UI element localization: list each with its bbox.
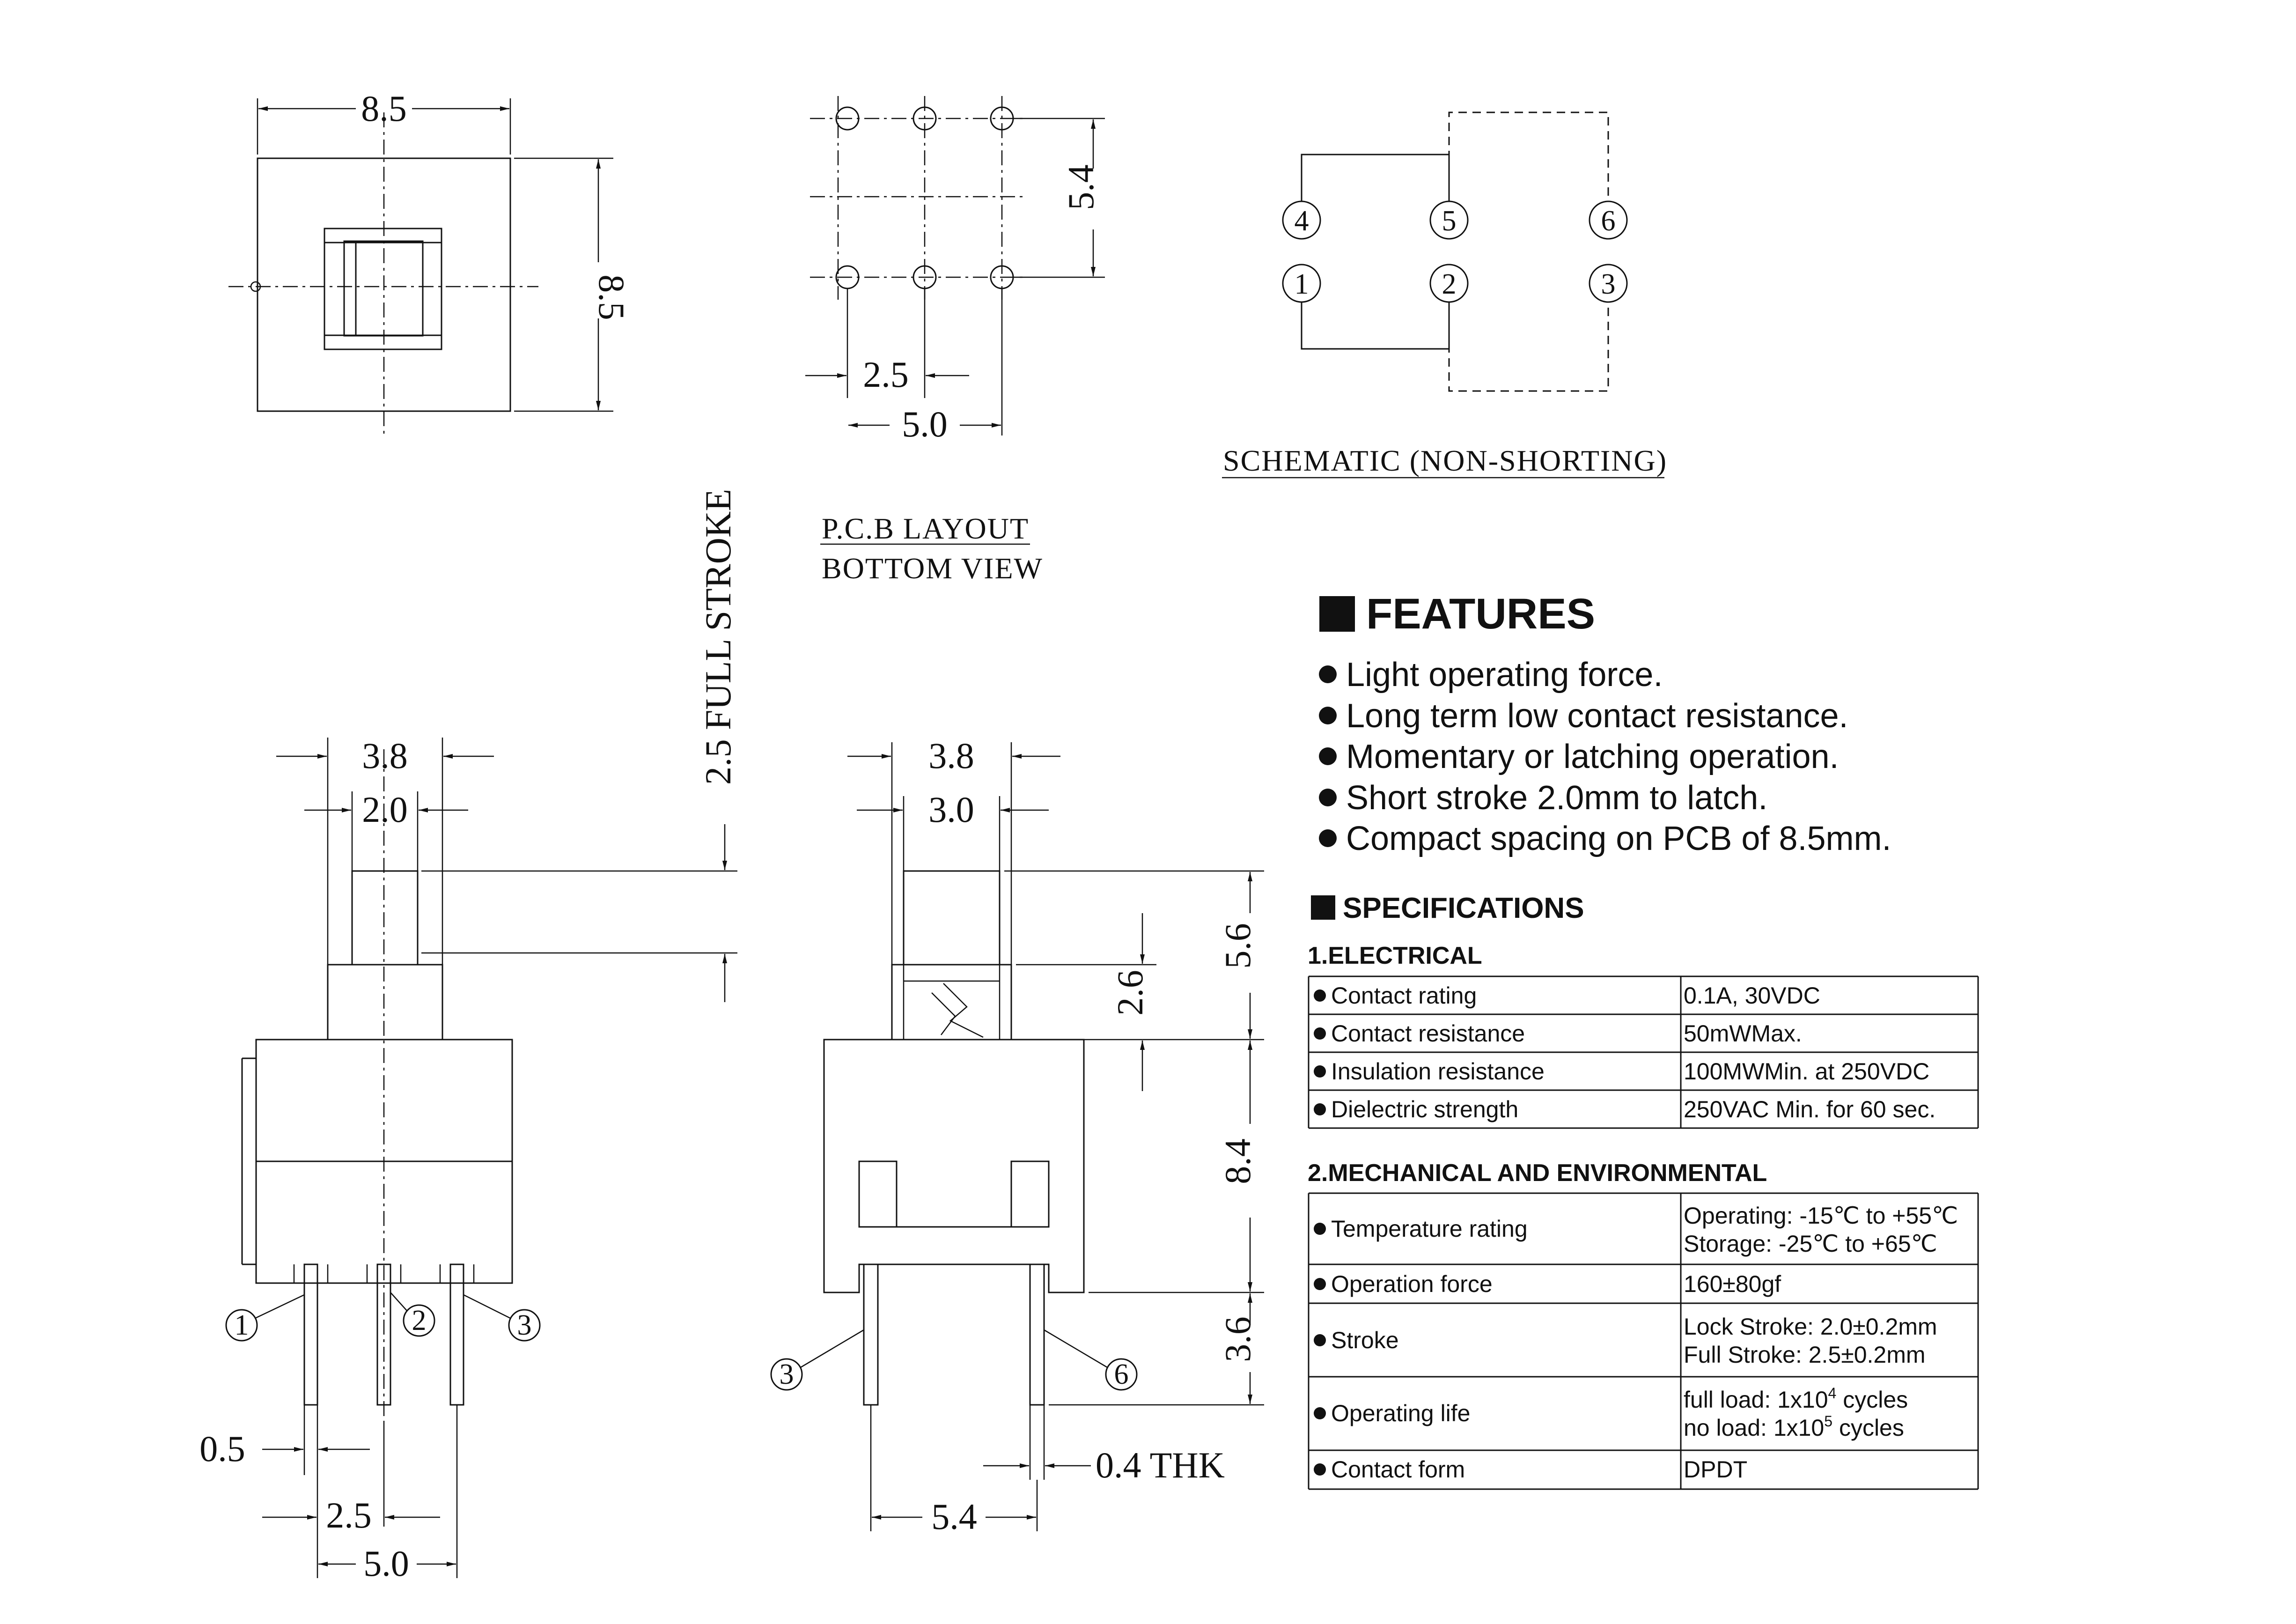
features-square-icon bbox=[1319, 596, 1355, 632]
spec-label: Operating life bbox=[1331, 1400, 1471, 1426]
feature-item: Long term low contact resistance. bbox=[1346, 697, 1848, 735]
feature-item: Light operating force. bbox=[1346, 656, 1663, 694]
schematic bbox=[1222, 112, 1667, 478]
spec-label: Contact resistance bbox=[1331, 1020, 1525, 1047]
spec-value: full load: $1x10^4$ cycles bbox=[1684, 1385, 1908, 1413]
side-pin-3: 3 bbox=[779, 1358, 794, 1390]
top-height-dim: 8.5 bbox=[591, 274, 632, 320]
bullet-icon bbox=[1314, 1103, 1326, 1115]
bullet-icon bbox=[1319, 747, 1337, 765]
feature-item: Compact spacing on PCB of 8.5mm. bbox=[1346, 820, 1891, 857]
schematic-caption: SCHEMATIC (NON-SHORTING) bbox=[1223, 444, 1668, 477]
spec-label: Insulation resistance bbox=[1331, 1058, 1545, 1085]
electrical-heading: 1.ELECTRICAL bbox=[1308, 942, 1482, 969]
side-2-6-dim: 2.6 bbox=[1110, 970, 1150, 1016]
features-section bbox=[1319, 590, 1891, 857]
bullet-icon bbox=[1319, 707, 1337, 724]
schematic-pin-2: 2 bbox=[1442, 268, 1457, 300]
schematic-pin-1: 1 bbox=[1294, 268, 1309, 300]
spec-label: Stroke bbox=[1331, 1327, 1399, 1353]
mechanical-table bbox=[1309, 1193, 1978, 1489]
side-3-6-dim: 3.6 bbox=[1217, 1316, 1258, 1362]
spec-value: DPDT bbox=[1684, 1456, 1748, 1483]
spec-value: 0.1A, 30VDC bbox=[1684, 982, 1820, 1009]
front-pin-2: 2 bbox=[412, 1305, 427, 1336]
side-5-4-dim: 5.4 bbox=[931, 1496, 977, 1537]
spec-value: 50mWMax. bbox=[1684, 1020, 1802, 1047]
side-8-4-dim: 8.4 bbox=[1217, 1138, 1258, 1184]
pcb-layout bbox=[805, 96, 1105, 585]
specifications-section bbox=[1308, 892, 1978, 1489]
side-5-6-dim: 5.6 bbox=[1217, 923, 1258, 969]
spec-value: Storage: -25℃ to +65℃ bbox=[1684, 1231, 1937, 1257]
bullet-icon bbox=[1314, 1027, 1326, 1040]
bullet-icon bbox=[1314, 1065, 1326, 1078]
specifications-square-icon bbox=[1311, 895, 1335, 920]
front-pin-3: 3 bbox=[517, 1309, 532, 1341]
mechanical-heading: 2.MECHANICAL AND ENVIRONMENTAL bbox=[1308, 1159, 1767, 1187]
front-pin-1: 1 bbox=[234, 1309, 249, 1341]
front-pitch-dim: 2.5 bbox=[326, 1495, 372, 1535]
bullet-icon bbox=[1314, 1334, 1326, 1346]
schematic-pin-5: 5 bbox=[1442, 205, 1457, 237]
bullet-icon bbox=[1314, 1223, 1326, 1235]
spec-value: Full Stroke: 2.5±0.2mm bbox=[1684, 1342, 1926, 1368]
spec-value: 100MWMin. at 250VDC bbox=[1684, 1058, 1930, 1085]
spec-value: 250VAC Min. for 60 sec. bbox=[1684, 1096, 1936, 1122]
spec-value: no load: $1x10^5$ cycles bbox=[1684, 1413, 1904, 1441]
feature-item: Short stroke 2.0mm to latch. bbox=[1346, 779, 1768, 817]
spec-value: Lock Stroke: 2.0±0.2mm bbox=[1684, 1314, 1937, 1340]
feature-item: Momentary or latching operation. bbox=[1346, 738, 1839, 775]
spec-label: Contact rating bbox=[1331, 982, 1477, 1009]
bullet-icon bbox=[1319, 665, 1337, 683]
front-span-dim: 5.0 bbox=[363, 1543, 409, 1584]
side-plunger-dim: 3.0 bbox=[928, 789, 974, 830]
front-stroke-label: 2.5 FULL STROKE bbox=[698, 489, 738, 785]
spec-value: Operating: -15℃ to +55℃ bbox=[1684, 1203, 1958, 1229]
electrical-table bbox=[1309, 976, 1978, 1128]
spec-label: Contact form bbox=[1331, 1456, 1465, 1483]
side-top-dim: 3.8 bbox=[928, 735, 974, 776]
bullet-icon bbox=[1319, 829, 1337, 847]
features-title: FEATURES bbox=[1366, 590, 1595, 638]
front-view bbox=[199, 489, 738, 1584]
bullet-icon bbox=[1314, 989, 1326, 1002]
spec-label: Operation force bbox=[1331, 1271, 1493, 1297]
pcb-span-dim: 5.0 bbox=[902, 404, 948, 444]
pcb-caption-line2: BOTTOM VIEW bbox=[822, 552, 1043, 585]
spec-label: Temperature rating bbox=[1331, 1216, 1528, 1242]
pcb-caption-line1: P.C.B LAYOUT bbox=[822, 512, 1030, 545]
pcb-pitch-dim: 2.5 bbox=[863, 354, 909, 395]
top-width-dim: 8.5 bbox=[361, 88, 407, 129]
top-view bbox=[228, 88, 632, 436]
spec-label: Dielectric strength bbox=[1331, 1096, 1519, 1122]
side-thk-dim: 0.4 THK bbox=[1096, 1445, 1225, 1485]
bullet-icon bbox=[1314, 1463, 1326, 1476]
side-view bbox=[771, 735, 1264, 1537]
bullet-icon bbox=[1314, 1407, 1326, 1419]
side-pin-6: 6 bbox=[1114, 1358, 1129, 1390]
front-pin-dim: 0.5 bbox=[199, 1428, 245, 1469]
bullet-icon bbox=[1319, 789, 1337, 806]
front-plunger-dim: 2.0 bbox=[362, 789, 408, 830]
schematic-pin-4: 4 bbox=[1294, 205, 1309, 237]
schematic-pin-6: 6 bbox=[1601, 205, 1616, 237]
bullet-icon bbox=[1314, 1278, 1326, 1290]
specifications-title: SPECIFICATIONS bbox=[1343, 892, 1584, 924]
schematic-pin-3: 3 bbox=[1601, 268, 1616, 300]
front-top-dim: 3.8 bbox=[362, 735, 408, 776]
spec-value: 160±80gf bbox=[1684, 1271, 1781, 1297]
pcb-row-dim: 5.4 bbox=[1060, 164, 1101, 210]
